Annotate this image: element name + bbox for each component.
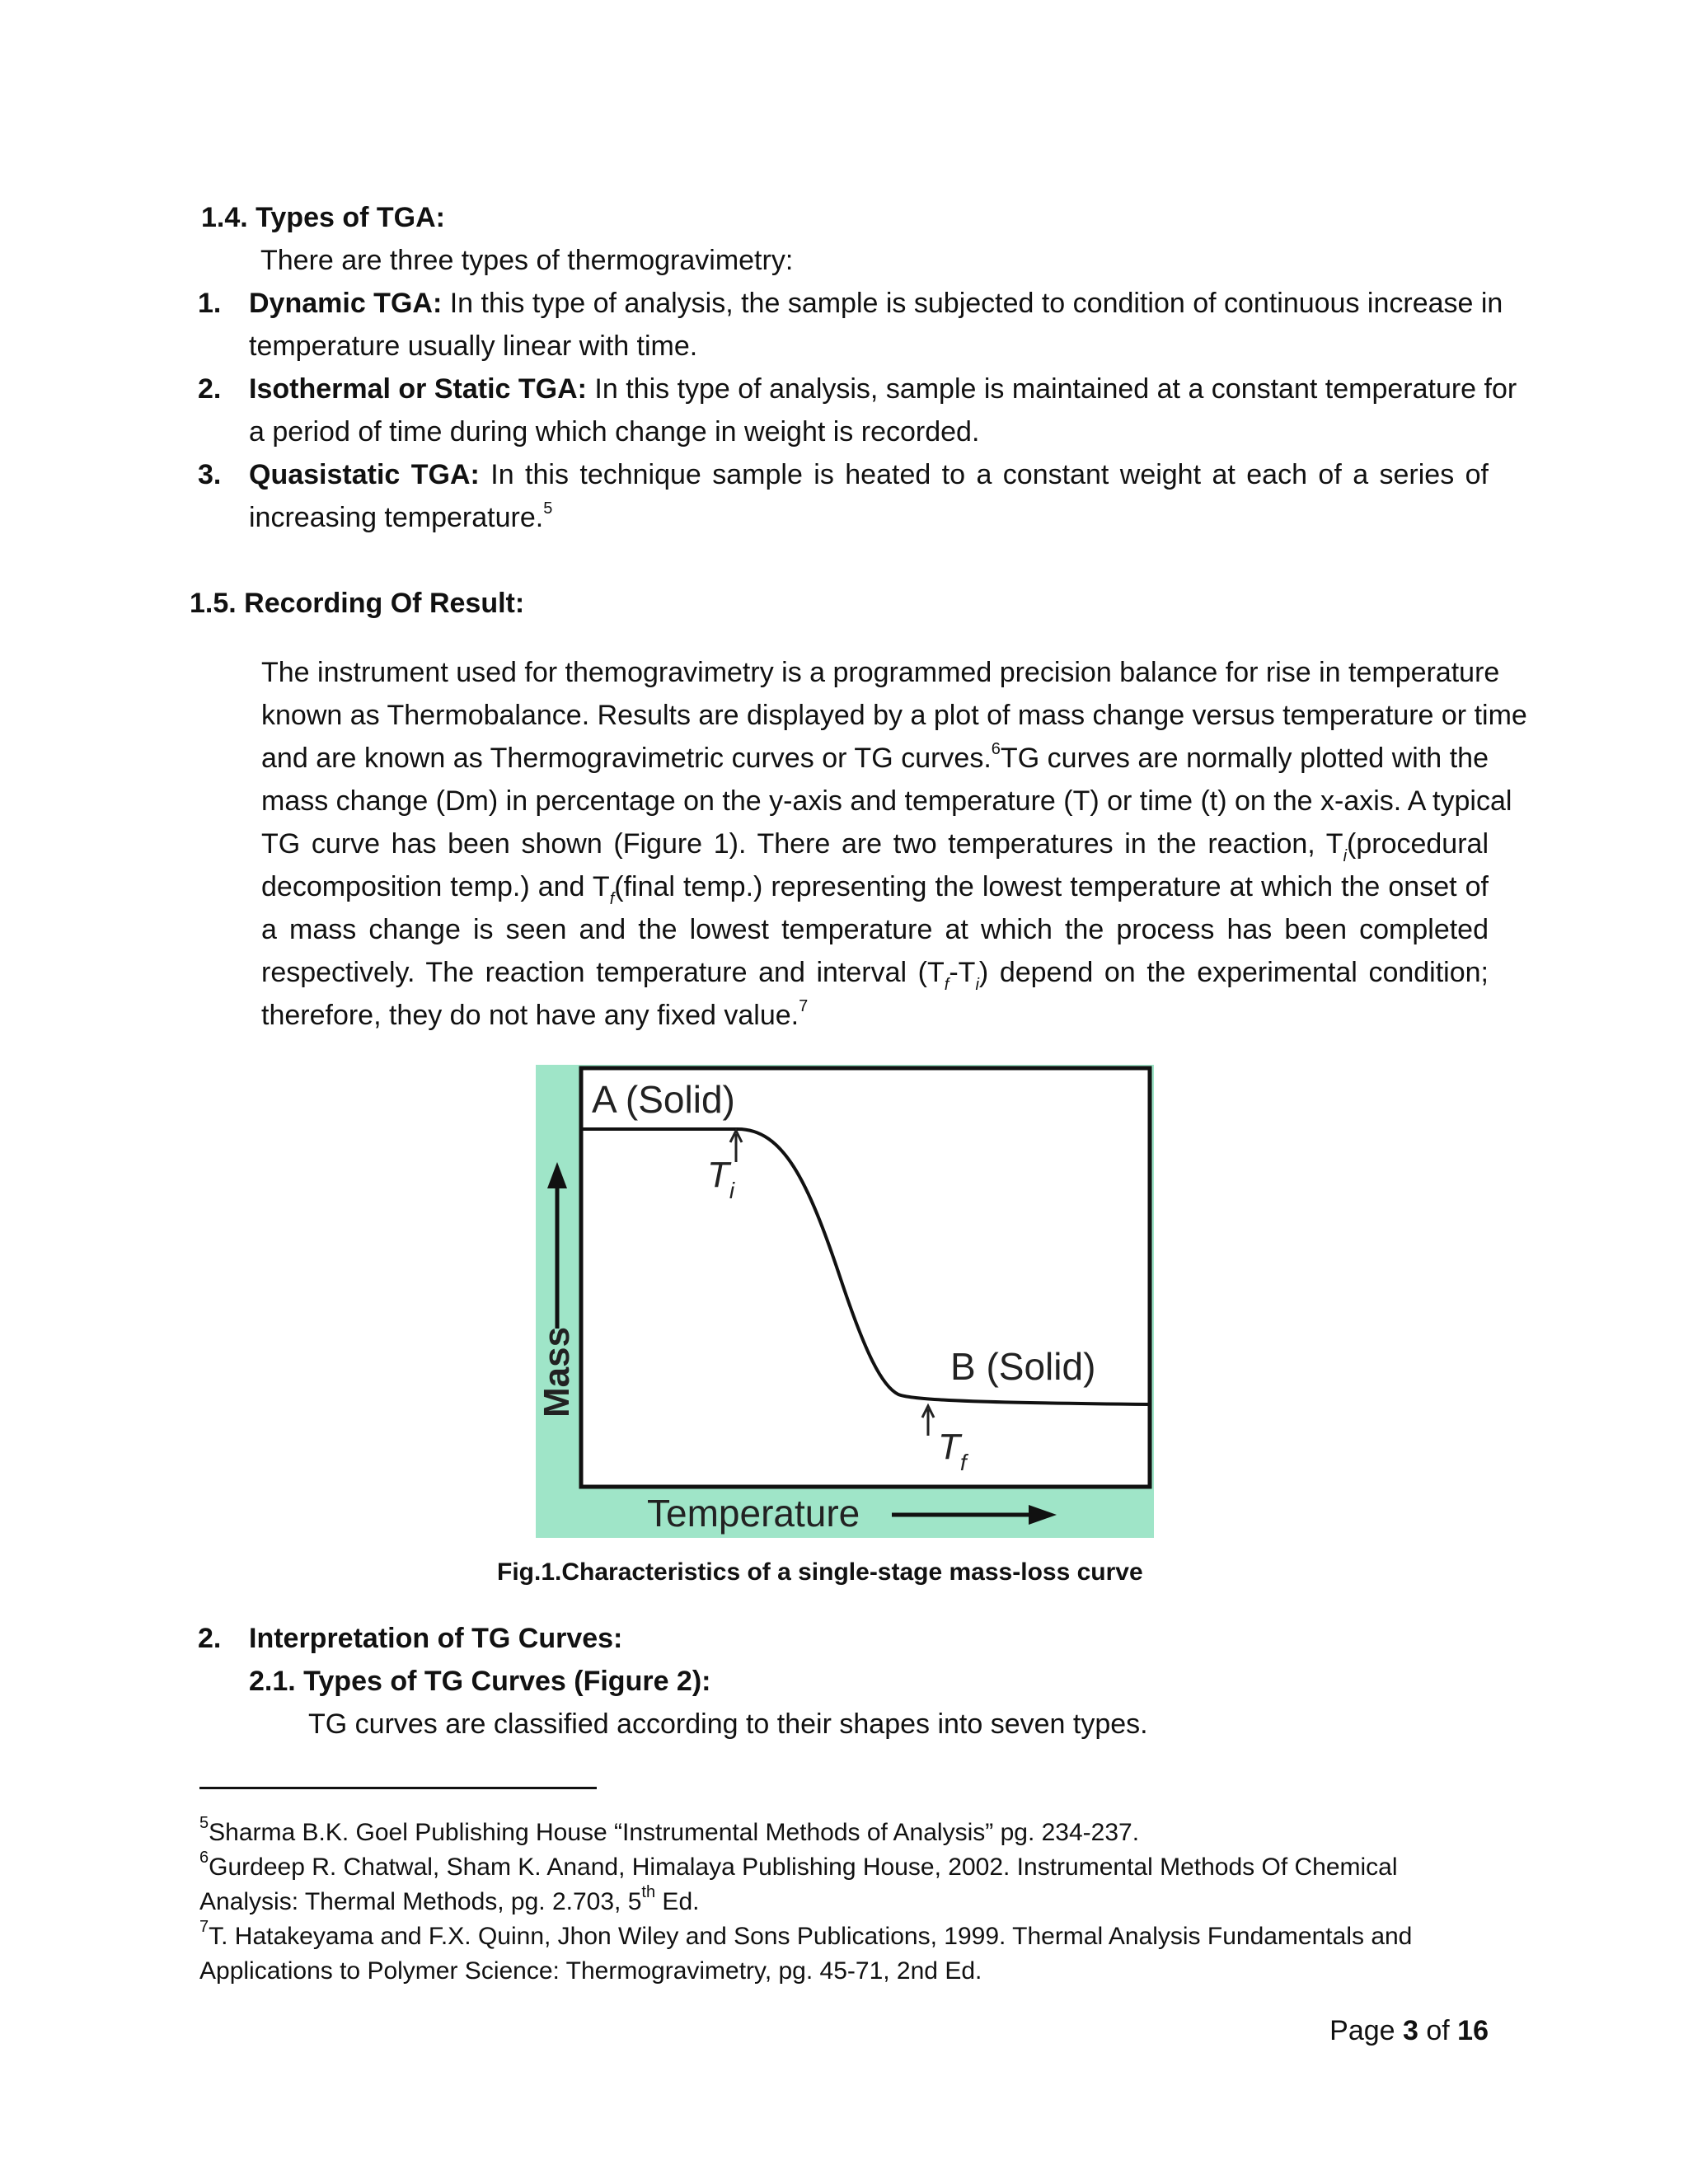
subscript: i — [1343, 846, 1348, 865]
text: a mass change is seen and the lowest temperature at which the process has been completed — [261, 914, 1489, 945]
subscript: f — [609, 889, 615, 908]
label-b-solid: B (Solid) — [950, 1345, 1096, 1388]
footnote-separator — [199, 1787, 597, 1789]
section-heading-1-4: 1.4. Types of TGA: — [201, 202, 445, 233]
footnote-ref: 5 — [543, 499, 553, 518]
text: and are known as Thermogravimetric curves or TG curves. — [261, 743, 992, 774]
page-prefix: Page — [1329, 2015, 1403, 2046]
footnote-7-continued — [199, 1954, 982, 1989]
superscript: th — [641, 1883, 656, 1901]
list-item-isothermal-tga — [249, 368, 1517, 410]
x-axis-label: Temperature — [647, 1492, 860, 1535]
footnote-text: Ed. — [655, 1888, 700, 1915]
footnote-number: 5 — [199, 1814, 209, 1832]
term: Isothermal or Static TGA: — [249, 373, 587, 405]
paragraph-line — [261, 908, 1489, 951]
definition: In this technique sample is heated to a constant weight at each of a series of — [479, 459, 1489, 490]
text: TG curve has been shown (Figure 1). There are two temperatures in the reaction, T — [261, 828, 1343, 860]
footnote-text: T. Hatakeyama and F.X. Quinn, Jhon Wiley and Sons Publications, 1999. Thermal Analysis Fundamentals and — [209, 1923, 1413, 1950]
total-pages: 16 — [1457, 2015, 1489, 2046]
text: ) depend on the experimental condition; — [978, 957, 1489, 988]
plot-frame — [581, 1068, 1150, 1487]
figure-caption: Fig.1.Characteristics of a single-stage mass-loss curve — [497, 1558, 1143, 1586]
footnote-6-continued — [199, 1885, 699, 1919]
page-of: of — [1418, 2015, 1458, 2046]
footnote-number: 7 — [199, 1918, 209, 1936]
footnote-7 — [199, 1919, 1412, 1954]
text: therefore, they do not have any fixed value. — [261, 1000, 799, 1031]
footnote-ref: 6 — [991, 739, 1001, 758]
ti-subscript: i — [729, 1178, 735, 1203]
list-item-quasistatic-tga — [249, 453, 1489, 496]
footnote-ref: 7 — [799, 996, 809, 1015]
text: (final temp.) representing the lowest temperature at which the onset of — [614, 871, 1489, 902]
footnote-text: Analysis: Thermal Methods, pg. 2.703, 5 — [199, 1888, 642, 1915]
footnote-6 — [199, 1850, 1398, 1885]
list-item-continuation — [249, 496, 552, 539]
footnote-5 — [199, 1816, 1139, 1850]
tf-letter: T — [938, 1427, 960, 1467]
subscript: f — [944, 975, 950, 994]
footnote-text: Sharma B.K. Goel Publishing House “Instrumental Methods of Analysis” pg. 234-237. — [209, 1819, 1140, 1846]
paragraph-line — [261, 994, 808, 1037]
term: Quasistatic TGA: — [249, 459, 480, 490]
footnote-number: 6 — [199, 1849, 209, 1867]
subscript: i — [975, 975, 979, 994]
text: known as Thermobalance. Results are displayed by a plot of mass change versus temperature or time — [261, 700, 1527, 731]
paragraph-line — [261, 651, 1500, 694]
footnote-text: Gurdeep R. Chatwal, Sham K. Anand, Himalaya Publishing House, 2002. Instrumental Methods Of Chemical — [209, 1854, 1398, 1881]
footnote-text: Applications to Polymer Science: Thermogravimetry, pg. 45-71, 2nd Ed. — [199, 1957, 982, 1985]
page-number — [1329, 2009, 1489, 2052]
text: respectively. The reaction temperature and interval (T — [261, 957, 945, 988]
section-2-number: 2. — [198, 1623, 222, 1654]
definition: In this type of analysis, sample is maintained at a constant temperature for — [586, 373, 1517, 405]
y-axis-label: Mass — [537, 1326, 577, 1418]
term: Dynamic TGA: — [249, 288, 443, 319]
list-number: 2. — [198, 373, 222, 405]
paragraph-line — [261, 694, 1527, 737]
paragraph-line — [261, 823, 1489, 865]
paragraph-line — [261, 780, 1512, 823]
label-a-solid: A (Solid) — [592, 1078, 735, 1121]
list-number: 1. — [198, 288, 222, 319]
definition: In this type of analysis, the sample is subjected to condition of continuous increase in — [442, 288, 1503, 319]
text: TG curves are normally plotted with the — [1000, 743, 1489, 774]
list-number: 3. — [198, 459, 222, 490]
current-page: 3 — [1403, 2015, 1418, 2046]
list-item-continuation: a period of time during which change in weight is recorded. — [249, 416, 980, 448]
paragraph-line — [261, 865, 1489, 908]
text: mass change (Dm) in percentage on the y-axis and temperature (T) or time (t) on the x-axis. A typical — [261, 785, 1512, 817]
text: decomposition temp.) and T — [261, 871, 610, 902]
text: increasing temperature. — [249, 502, 544, 533]
section-heading-1-5: 1.5. Recording Of Result: — [190, 588, 525, 619]
list-item-continuation: temperature usually linear with time. — [249, 330, 698, 362]
section-2-1-text: TG curves are classified according to their shapes into seven types. — [308, 1708, 1148, 1740]
tf-subscript: f — [959, 1450, 967, 1475]
paragraph-line — [261, 737, 1489, 780]
text: -T — [949, 957, 976, 988]
tga-curve-figure — [536, 1065, 1154, 1538]
text: The instrument used for themogravimetry is a programmed precision balance for rise in temperature — [261, 657, 1500, 688]
section-heading-2-1: 2.1. Types of TG Curves (Figure 2): — [249, 1666, 711, 1697]
ti-letter: T — [707, 1155, 729, 1195]
list-item-dynamic-tga — [249, 282, 1503, 325]
text: (procedural — [1347, 828, 1489, 860]
section-heading-2: Interpretation of TG Curves: — [249, 1623, 623, 1654]
paragraph-line — [261, 951, 1489, 994]
section-1-4-intro: There are three types of thermogravimetry: — [260, 245, 794, 276]
